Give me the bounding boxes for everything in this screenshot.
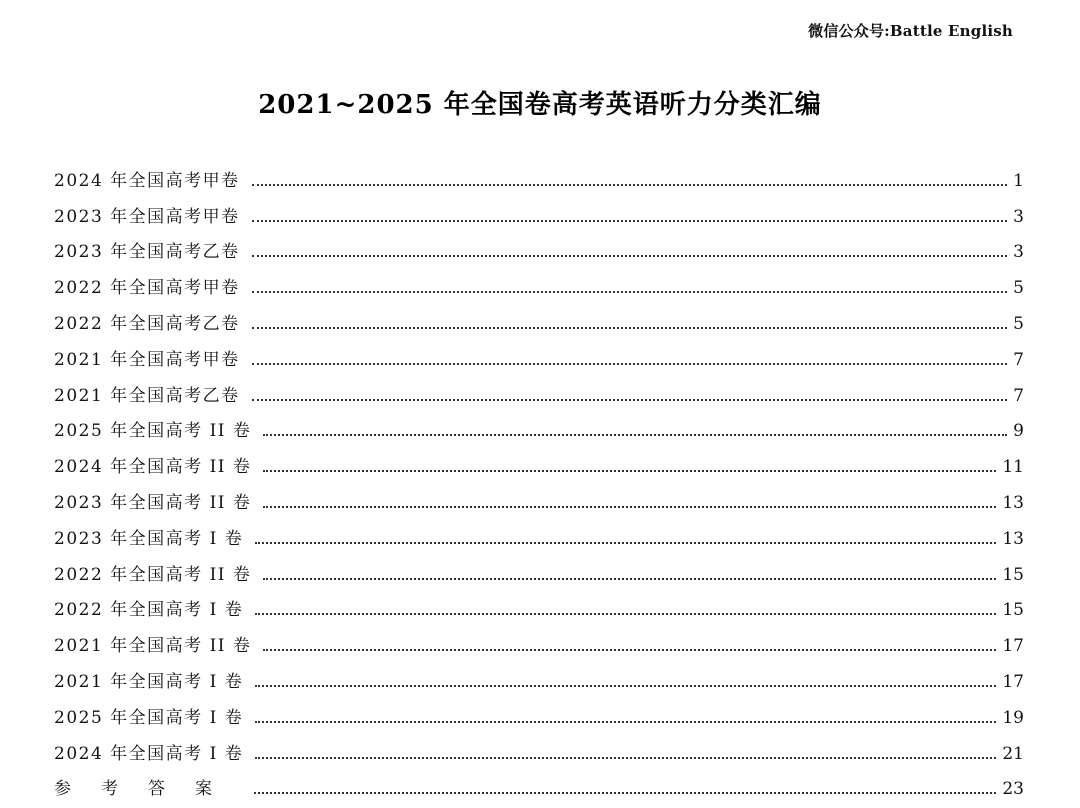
toc-entry-page: 5 [1013, 278, 1024, 299]
toc-entry-page: 15 [1002, 564, 1024, 585]
toc-entry-page: 17 [1002, 636, 1024, 657]
toc-leader-dots [252, 220, 1008, 222]
toc-entry[interactable] [54, 262, 1024, 298]
toc-entry[interactable] [54, 585, 1024, 621]
toc-entry-label: 2021 年全国高考 II 卷 [54, 636, 252, 657]
toc-leader-dots [255, 542, 996, 544]
toc-entry-label: 2025 年全国高考 I 卷 [54, 707, 244, 728]
toc-entry-label: 2024 年全国高考 I 卷 [54, 743, 244, 764]
toc-entry-page: 13 [1002, 492, 1024, 513]
toc-entry-label: 2022 年全国高考 I 卷 [54, 600, 244, 621]
toc-entry-page: 1 [1013, 170, 1024, 191]
toc-leader-dots [263, 649, 996, 651]
toc-entry-label: 2022 年全国高考甲卷 [54, 278, 240, 299]
toc-leader-dots [263, 434, 1007, 436]
header-note: 微信公众号:Battle English [808, 22, 1013, 40]
toc-leader-dots [255, 685, 996, 687]
toc-entry[interactable] [54, 155, 1024, 191]
toc-leader-dots [263, 578, 996, 580]
toc-entry-page: 5 [1013, 313, 1024, 334]
toc-entry-page: 21 [1002, 743, 1024, 764]
toc-entry-label: 2022 年全国高考 II 卷 [54, 564, 252, 585]
toc-entry-label: 2021 年全国高考甲卷 [54, 349, 240, 370]
toc-entry[interactable] [54, 549, 1024, 585]
toc-entry-label: 2023 年全国高考乙卷 [54, 242, 240, 263]
toc-entry[interactable] [54, 370, 1024, 406]
toc-leader-dots [255, 721, 996, 723]
toc-entry-label: 2023 年全国高考甲卷 [54, 206, 240, 227]
toc-entry-label: 2021 年全国高考 I 卷 [54, 671, 244, 692]
toc-entry-page: 7 [1013, 349, 1024, 370]
toc-entry[interactable] [54, 620, 1024, 656]
toc-entry-label: 2025 年全国高考 II 卷 [54, 421, 252, 442]
toc-entry-answers[interactable] [54, 764, 1024, 800]
toc-entry[interactable] [54, 298, 1024, 334]
toc-entry-page: 17 [1002, 671, 1024, 692]
toc-entry-label: 2021 年全国高考乙卷 [54, 385, 240, 406]
toc-entry-label: 2024 年全国高考甲卷 [54, 170, 240, 191]
document-title: 2021~2025 年全国卷高考英语听力分类汇编 [258, 90, 822, 120]
toc-entry[interactable] [54, 513, 1024, 549]
toc-entry[interactable] [54, 191, 1024, 227]
toc-entry-label: 2024 年全国高考 II 卷 [54, 457, 252, 478]
toc-entry-page: 7 [1013, 385, 1024, 406]
table-of-contents [54, 155, 1024, 799]
toc-leader-dots [255, 613, 996, 615]
toc-entry-label: 参考答案 [54, 779, 242, 800]
toc-leader-dots [252, 184, 1008, 186]
toc-entry[interactable] [54, 441, 1024, 477]
toc-entry-page: 9 [1013, 421, 1024, 442]
toc-entry-page: 3 [1013, 242, 1024, 263]
toc-entry[interactable] [54, 334, 1024, 370]
toc-entry[interactable] [54, 728, 1024, 764]
toc-entry[interactable] [54, 692, 1024, 728]
toc-leader-dots [255, 757, 996, 759]
toc-entry[interactable] [54, 477, 1024, 513]
toc-entry-page: 15 [1002, 600, 1024, 621]
toc-leader-dots [252, 399, 1008, 401]
toc-entry-page: 13 [1002, 528, 1024, 549]
toc-entry-page: 23 [1002, 779, 1024, 800]
toc-leader-dots [254, 792, 996, 794]
toc-leader-dots [252, 363, 1008, 365]
toc-entry-label: 2023 年全国高考 II 卷 [54, 492, 252, 513]
toc-leader-dots [252, 255, 1008, 257]
toc-entry[interactable] [54, 656, 1024, 692]
toc-leader-dots [252, 291, 1008, 293]
toc-entry-page: 3 [1013, 206, 1024, 227]
toc-entry-label: 2023 年全国高考 I 卷 [54, 528, 244, 549]
toc-leader-dots [263, 470, 996, 472]
toc-entry[interactable] [54, 227, 1024, 263]
toc-leader-dots [252, 327, 1008, 329]
toc-entry-page: 11 [1002, 457, 1024, 478]
toc-leader-dots [263, 506, 996, 508]
toc-entry-page: 19 [1002, 707, 1024, 728]
toc-entry-label: 2022 年全国高考乙卷 [54, 313, 240, 334]
toc-entry[interactable] [54, 406, 1024, 442]
